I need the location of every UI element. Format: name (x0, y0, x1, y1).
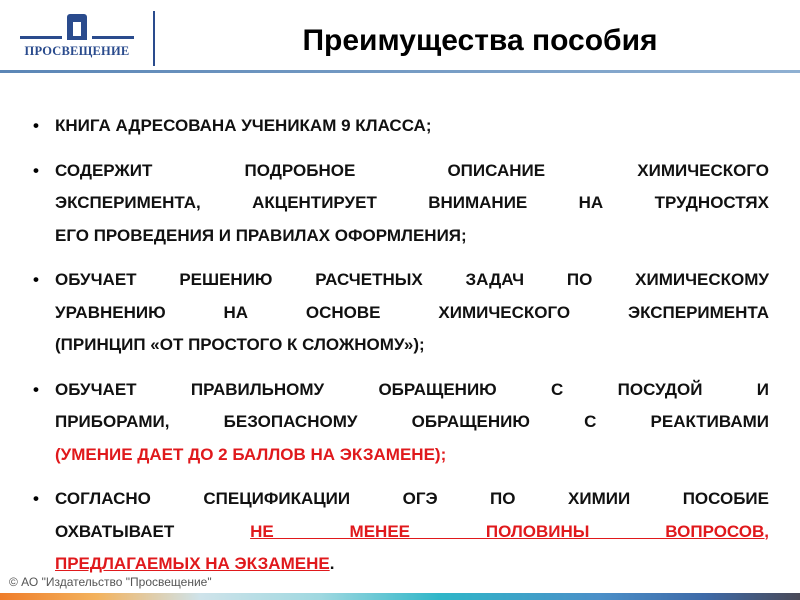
bullet-marker: • (33, 379, 39, 399)
bullet-text: (ПРИНЦИП «ОТ ПРОСТОГО К СЛОЖНОМУ»); (55, 335, 425, 354)
logo-text: ПРОСВЕЩЕНИЕ (24, 44, 130, 58)
bottom-gradient-bar (0, 593, 800, 600)
bullet-item (33, 110, 769, 143)
bullet-text: ЕГО ПРОВЕДЕНИЯ И ПРАВИЛАХ ОФОРМЛЕНИЯ; (55, 225, 467, 245)
bullet-item (33, 264, 769, 362)
bullet-item (33, 155, 769, 253)
bullet-highlight-text: (УМЕНИЕ ДАЕТ ДО 2 БАЛЛОВ НА ЭКЗАМЕНЕ); (55, 444, 447, 464)
header-divider (153, 11, 155, 66)
bullet-text-line (55, 516, 769, 549)
bullet-marker: • (33, 116, 39, 135)
bullet-text: ОБУЧАЕТ ПРАВИЛЬНОМУ ОБРАЩЕНИЮ С ПОСУДОЙ И (55, 379, 769, 399)
logo-line-left (20, 36, 62, 39)
bullet-highlight-text: ПРЕДЛАГАЕМЫХ НА ЭКЗАМЕНЕ (55, 554, 330, 573)
bullet-text: ЭКСПЕРИМЕНТА, АКЦЕНТИРУЕТ ВНИМАНИЕ НА ТРУДНОСТЯХ (55, 193, 769, 212)
bullet-text: СОГЛАСНО СПЕЦИФИКАЦИИ ОГЭ ПО ХИМИИ ПОСОБИЕ (55, 489, 769, 508)
bullet-text: СОДЕРЖИТ ПОДРОБНОЕ ОПИСАНИЕ ХИМИЧЕСКОГО (55, 160, 769, 180)
slide-title: Преимущества пособия (302, 24, 658, 57)
bullet-text: ОХВАТЫВАЕТ (55, 521, 175, 541)
bullet-marker: • (33, 489, 39, 508)
logo-tower-icon (67, 14, 87, 40)
bullet-text: ОБУЧАЕТ РЕШЕНИЮ РАСЧЕТНЫХ ЗАДАЧ ПО ХИМИЧЕСКОМУ (55, 270, 769, 289)
bullet-item (33, 374, 769, 472)
publisher-logo (18, 14, 136, 62)
bullet-text: КНИГА АДРЕСОВАНА УЧЕНИКАМ 9 КЛАССА; (55, 116, 432, 135)
header-rule (0, 70, 800, 73)
bullet-highlight-text: НЕ МЕНЕЕ ПОЛОВИНЫ ВОПРОСОВ, (250, 521, 769, 541)
bullet-marker: • (33, 270, 39, 289)
bullet-text: УРАВНЕНИЮ НА ОСНОВЕ ХИМИЧЕСКОГО ЭКСПЕРИМЕНТА (55, 302, 769, 322)
bullet-list (33, 110, 769, 593)
bullet-item (33, 483, 769, 581)
bullet-text: ПРИБОРАМИ, БЕЗОПАСНОМУ ОБРАЩЕНИЮ С РЕАКТИВАМИ (55, 412, 769, 431)
logo-line-right (92, 36, 134, 39)
copyright-footer: © АО "Издательство "Просвещение" (9, 575, 212, 589)
bullet-marker: • (33, 160, 39, 180)
bullet-text: . (329, 554, 335, 573)
